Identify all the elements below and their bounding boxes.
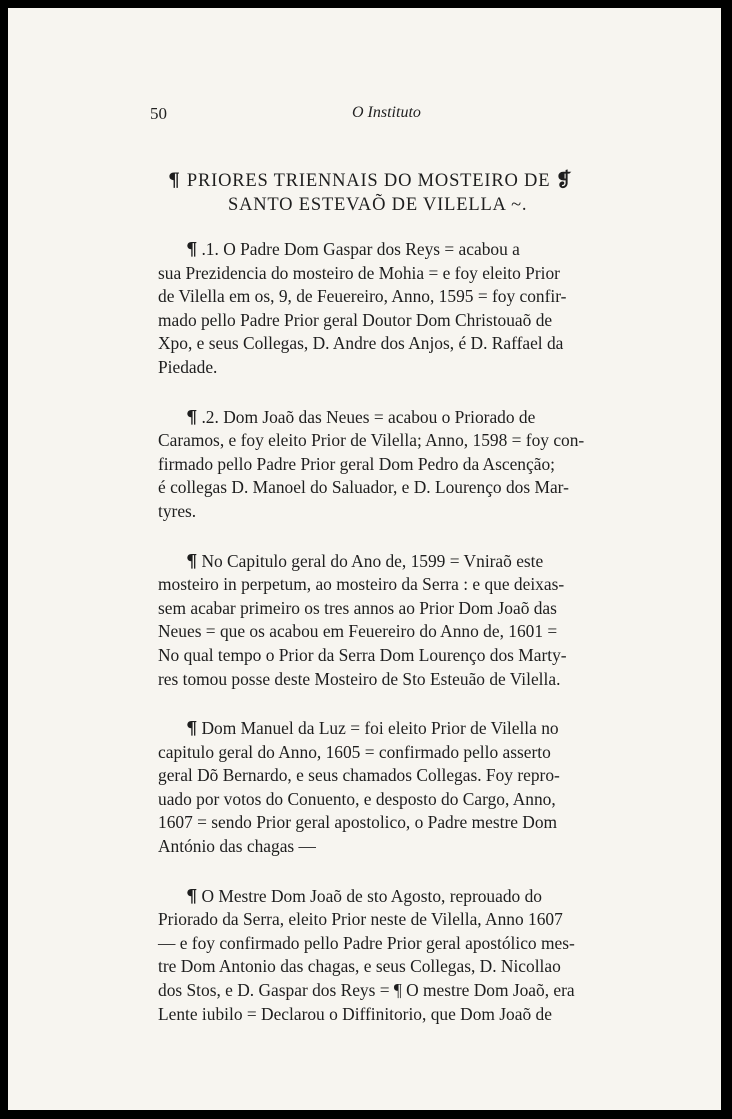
paragraph-3 (158, 550, 633, 692)
page-header (150, 104, 610, 126)
paragraph-text: .1. O Padre Dom Gaspar dos Reys = acabou a sua Prezidencia do mosteiro de Mohia = e foy eleito Prior de Vilella em os, 9, de Feuereiro, Anno, 1595 = foy confir- mado pello Padre Prior geral Doutor Dom Christouaõ de Xpo, e seus Collegas, D. Andre dos Anjos, é D. Raffael da Piedade. (158, 239, 567, 377)
pilcrow-icon: ¶ (186, 885, 198, 907)
section-title-line-2: SANTO ESTEVAÕ DE VILELLA ~. (228, 195, 528, 215)
section-title (168, 168, 608, 217)
section-title-text-1: PRIORES TRIENNAIS DO MOSTEIRO DE (186, 171, 551, 191)
body-text (158, 238, 633, 1052)
pilcrow-icon: ¶ (186, 239, 198, 260)
paragraph-5 (158, 885, 633, 1027)
pilcrow-icon: ¶ (168, 169, 181, 191)
running-title: O Instituto (352, 104, 421, 121)
paragraph-text: O Mestre Dom Joaõ de sto Agosto, reprouado do Priorado da Serra, eleito Prior neste de Vilella, Anno 1607 — e foy confirmado pello Padre Prior geral apostólico mes- tre Dom Antonio das chagas, e seus Collegas, D. Nicollao dos Stos, e D. Gaspar dos Reys = ¶ O mestre Dom Joaõ, era Lente iubilo = Declarou o Diffinitorio, que Dom Joaõ de (158, 885, 575, 1024)
paragraph-text: Dom Manuel da Luz = foi eleito Prior de Vilella no capitulo geral do Anno, 1605 = confirmado pello asserto geral Dõ Bernardo, e seus chamados Collegas. Foy repro- uado por votos do Conuento, e desposto do Cargo, Anno, 1607 = sendo Prior geral apostolico, o Padre mestre Dom António das chagas — (158, 718, 560, 857)
paragraph-text: .2. Dom Joaõ das Neues = acabou o Priorado de Caramos, e foy eleito Prior de Vilella; Anno, 1598 = foy con- firmado pello Padre Prior geral Dom Pedro da Ascenção; é collegas D. Manoel do Saluador, e D. Lourenço dos Mar- tyres. (158, 406, 585, 521)
section-title-line-1 (168, 168, 608, 193)
pilcrow-icon: ¶ (186, 550, 198, 572)
page (8, 8, 721, 1110)
pilcrow-icon: ¶ (186, 718, 198, 740)
paragraph-1 (158, 238, 633, 380)
pilcrow-icon: ¶ (186, 406, 198, 428)
paragraph-2 (158, 406, 633, 524)
fleuron-icon: ❡ (555, 169, 573, 191)
paragraph-text: No Capitulo geral do Ano de, 1599 = Vniraõ este mosteiro in perpetum, ao mosteiro da Serra : e que deixas- sem acabar primeiro os tres annos ao Prior Dom Joaõ das Neues = que os acabou em Feuereiro do Anno de, 1601 = No qual tempo o Prior da Serra Dom Lourenço dos Marty- res tomou posse deste Mosteiro de Sto Esteuão de Vilella. (158, 550, 567, 689)
page-number: 50 (150, 104, 167, 123)
paragraph-4 (158, 717, 633, 859)
